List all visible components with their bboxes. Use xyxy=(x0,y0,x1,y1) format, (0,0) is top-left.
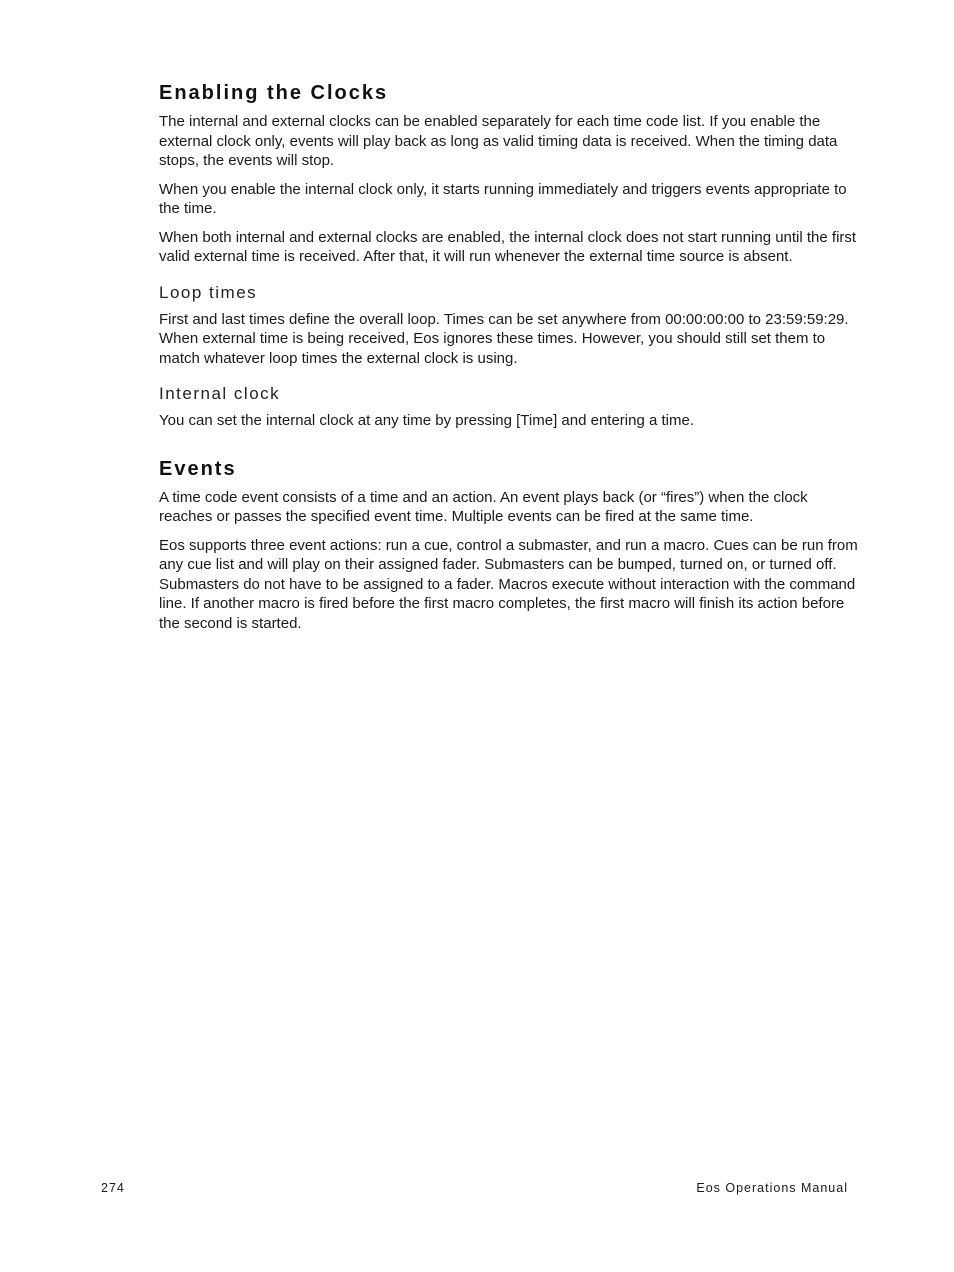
manual-title: Eos Operations Manual xyxy=(696,1181,848,1195)
subsection-heading-internal-clock: Internal clock xyxy=(159,384,281,403)
section-heading-events: Events xyxy=(159,457,237,480)
paragraph: A time code event consists of a time and an action. An event plays back (or “fires”) when the clock reaches or passes the specified event time. Multiple events can be fired at the same time. xyxy=(159,488,808,525)
paragraph: When both internal and external clocks are enabled, the internal clock does not start running until the first valid external time is received. After that, it will run whenever the external time source is absent. xyxy=(159,228,857,265)
paragraph: The internal and external clocks can be enabled separately for each time code list. If you enable the external clock only, events will play back as long as valid timing data is received. When the timing data stops, the events will stop. xyxy=(159,113,838,169)
page-number: 274 xyxy=(101,1181,125,1195)
paragraph: Eos supports three event actions: run a cue, control a submaster, and run a macro. Cues can be run from any cue list and will play on their assigned fader. Submasters can be bumped, turned on, or turned off. Submasters do not have to be assigned to a fader. Macros execute without interaction with the command line. If another macro is fired before the first macro completes, the first macro will finish its action before the second is started. xyxy=(159,536,858,632)
paragraph: When you enable the internal clock only, it starts running immediately and triggers events appropriate to the time. xyxy=(159,180,847,217)
paragraph: You can set the internal clock at any time by pressing [Time] and entering a time. xyxy=(159,412,695,429)
section-heading-enabling-clocks: Enabling the Clocks xyxy=(159,82,389,104)
subsection-heading-loop-times: Loop times xyxy=(159,282,258,302)
page-content xyxy=(159,80,859,642)
paragraph: First and last times define the overall loop. Times can be set anywhere from 00:00:00:00 to 23:59:59:29. When external time is being received, Eos ignores these times. However, you should still set them to match whatever loop times the external clock is using. xyxy=(159,310,849,367)
